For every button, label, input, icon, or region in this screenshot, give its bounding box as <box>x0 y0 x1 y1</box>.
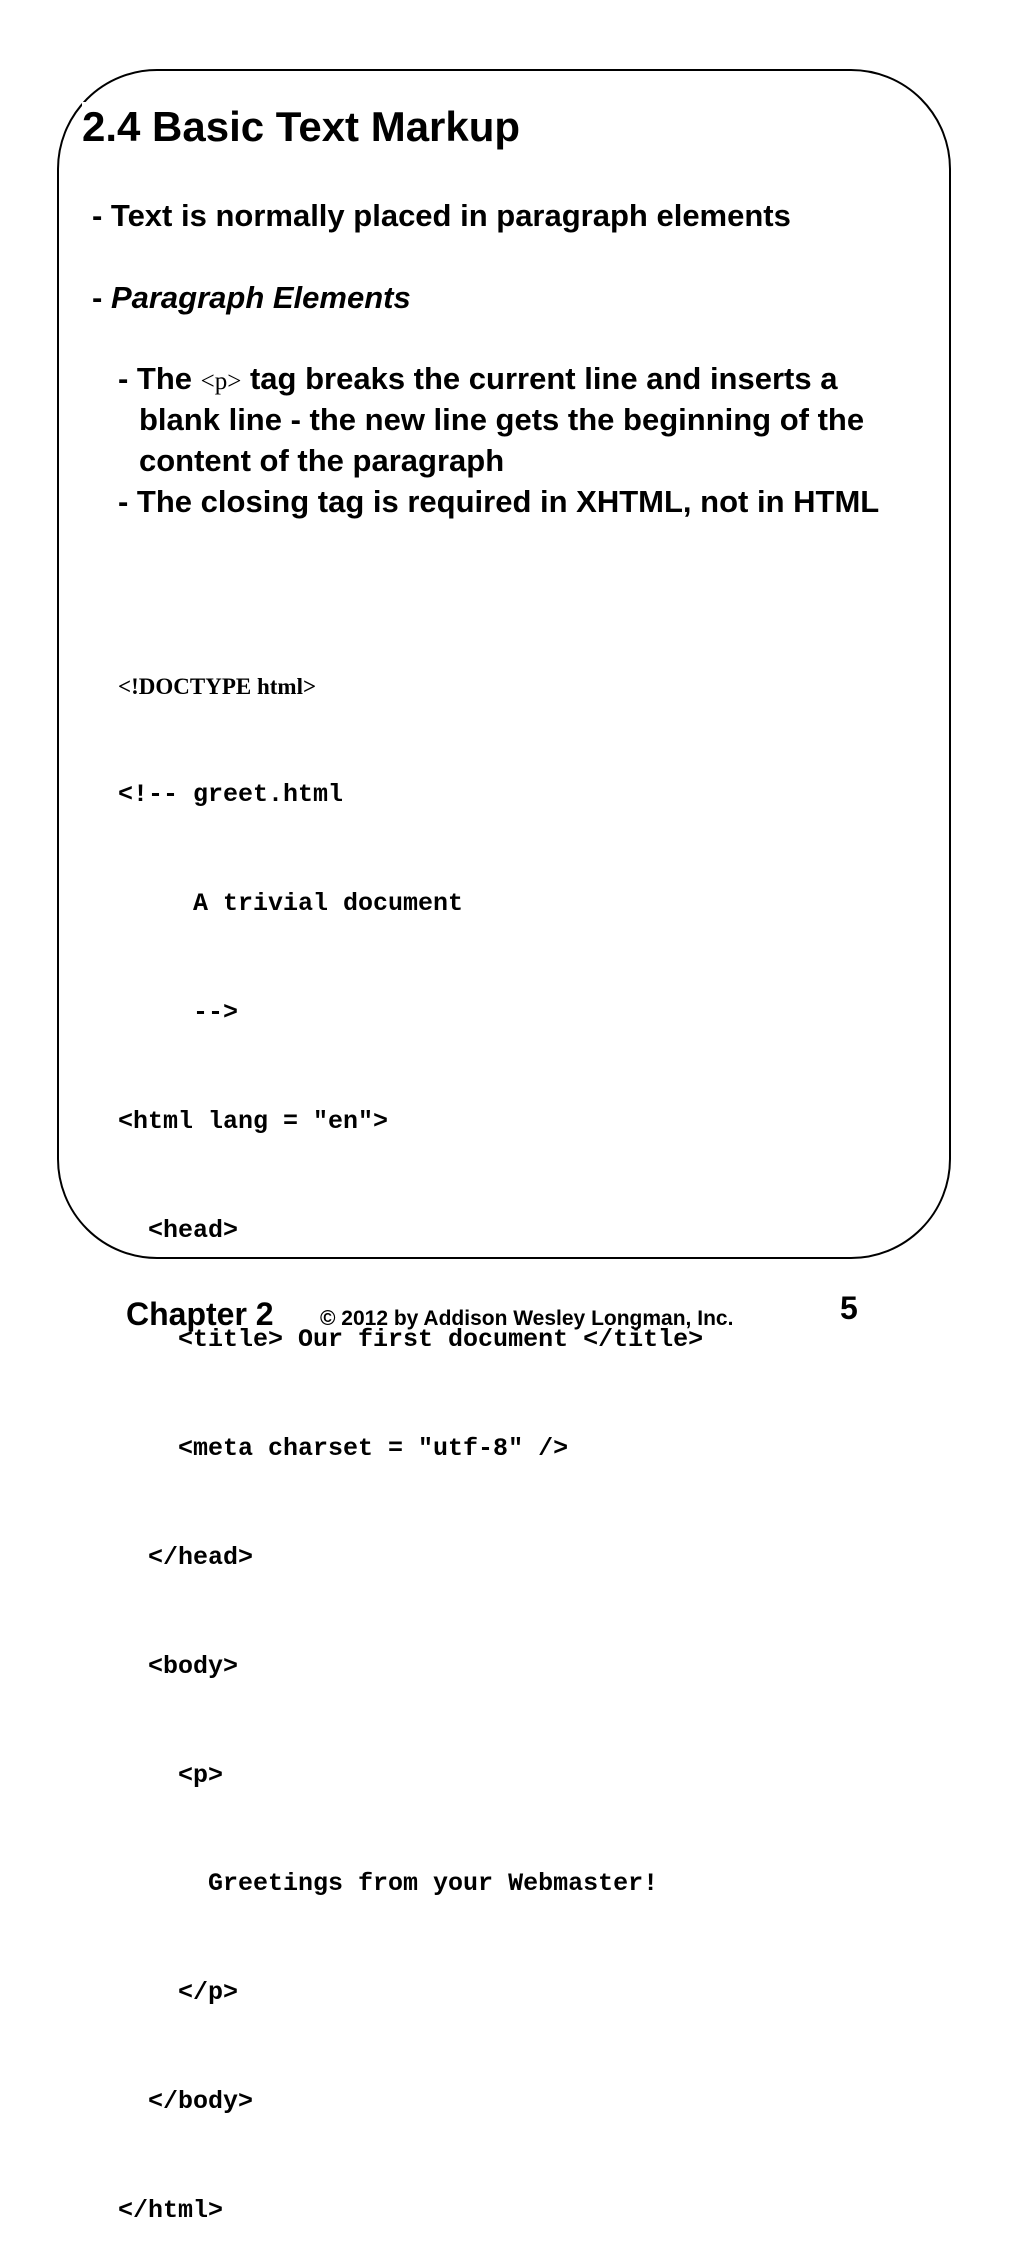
code-line: <!DOCTYPE html> <box>118 673 317 699</box>
code-line: </html> <box>118 2196 224 2226</box>
code-line: A trivial document <box>118 889 464 919</box>
code-line: <meta charset = ″utf-8″ /> <box>118 1433 569 1463</box>
bullet-p-prefix: - The <box>118 361 201 396</box>
bullet-paragraph-elements <box>92 277 411 318</box>
code-line: <title> Our first document </title> <box>118 1324 704 1354</box>
code-line: </head> <box>118 1542 254 1572</box>
code-line: <head> <box>118 1216 239 1246</box>
code-line: <body> <box>118 1651 239 1681</box>
bullet-p-suffix: tag breaks the current line and inserts a <box>241 361 838 396</box>
page-number: 5 <box>840 1290 858 1326</box>
footer-copyright: © 2012 by Addison Wesley Longman, Inc. <box>320 1307 734 1330</box>
code-line: <p> <box>118 1760 224 1790</box>
code-line: --> <box>118 998 239 1028</box>
bullet-p-tag-line3: content of the paragraph <box>139 443 505 478</box>
bullet-p-tag-line1 <box>118 358 837 402</box>
p-tag-literal: <p> <box>200 368 242 395</box>
code-line: Greetings from your Webmaster! <box>118 1869 659 1899</box>
slide-title: 2.4 Basic Text Markup <box>82 102 524 152</box>
code-line: <html lang = ″en″> <box>118 1107 389 1137</box>
code-line: </body> <box>118 2087 254 2117</box>
bullet-text-in-paragraphs: - Text is normally placed in paragraph elements <box>92 198 791 233</box>
code-line: </p> <box>118 1978 239 2008</box>
bullet-italic-heading: Paragraph Elements <box>110 280 411 315</box>
code-line: <!-- greet.html <box>118 780 344 810</box>
code-sample <box>118 596 703 2266</box>
footer-chapter: Chapter 2 <box>126 1296 274 1332</box>
bullet-dash: - <box>92 280 111 315</box>
bullet-p-tag-line2: blank line - the new line gets the beginning of the <box>139 402 865 437</box>
bullet-closing-tag: - The closing tag is required in XHTML, not in HTML <box>118 484 880 519</box>
